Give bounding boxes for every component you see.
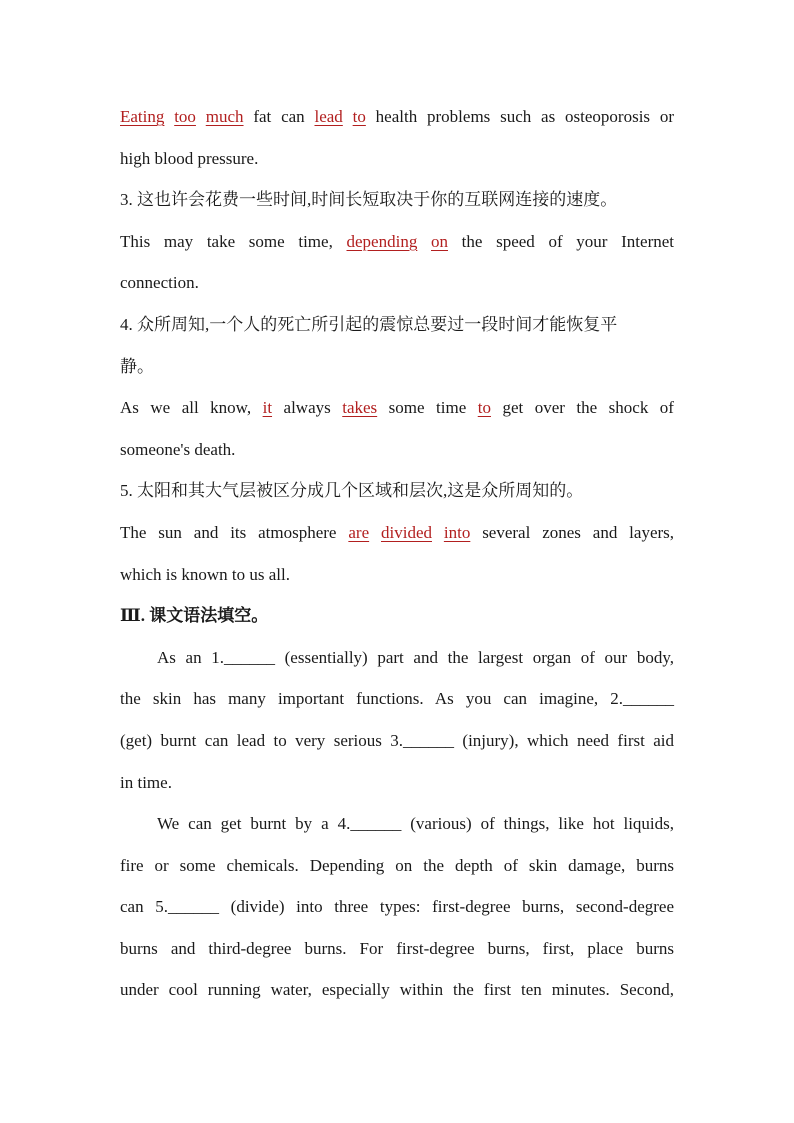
sentence-text: As we all know, (120, 398, 263, 418)
answer-word: into (443, 522, 471, 542)
sentence-line (120, 512, 674, 554)
passage-line: (get) burnt can lead to very serious 3.______ (injury), which need first aid (120, 730, 674, 750)
section-heading: Ⅲ. 课文语法填空。 (120, 606, 269, 626)
answer-word: on (431, 231, 448, 251)
passage-line: in time. (120, 772, 172, 792)
answer-word: to (352, 107, 366, 126)
chinese-prompt: 3. 这也许会花费一些时间,时间长短取决于你的互联网连接的速度。 (120, 190, 618, 210)
sentence-text: This may take some time, (120, 231, 347, 251)
answer-word: are (348, 522, 370, 542)
sentence-text: several zones and layers, (470, 522, 675, 542)
sentence-text: The sun and its atmosphere (120, 522, 349, 542)
answer-word: lead (314, 107, 343, 126)
document-page (120, 96, 674, 1011)
passage-line: the skin has many important functions. As you can imagine, 2.______ (120, 689, 674, 709)
answer-word: takes (342, 398, 378, 418)
answer-word: too (174, 107, 196, 126)
passage-line: fire or some chemicals. Depending on the depth of skin damage, burns (120, 855, 674, 875)
sentence-line: someone's death. (120, 439, 236, 459)
sentence-text: health problems such as osteoporosis or (365, 107, 674, 126)
chinese-prompt: 4. 众所周知,一个人的死亡所引起的震惊总要过一段时间才能恢复平 (120, 314, 618, 334)
passage-line: under cool running water, especially within the first ten minutes. Second, (120, 980, 674, 1000)
chinese-prompt: 5. 太阳和其大气层被区分成几个区域和层次,这是众所周知的。 (120, 481, 584, 501)
sentence-line (120, 96, 674, 138)
passage-line: We can get burnt by a 4.______ (various) of things, like hot liquids, (157, 814, 674, 834)
sentence-text: get over the shock of (490, 398, 674, 418)
sentence-line (120, 387, 674, 429)
sentence-text: the speed of your Internet (448, 231, 674, 251)
sentence-line: which is known to us all. (120, 564, 290, 584)
answer-word: to (477, 398, 491, 418)
chinese-prompt: 静。 (120, 356, 154, 376)
sentence-text: fat can (243, 107, 315, 126)
passage-line: As an 1.______ (essentially) part and the largest organ of our body, (157, 647, 674, 667)
answer-word: depending (346, 231, 418, 251)
sentence-line (120, 221, 674, 263)
sentence-line: connection. (120, 273, 199, 293)
passage-line: can 5.______ (divide) into three types: first-degree burns, second-degree (120, 897, 674, 917)
answer-word: divided (381, 522, 432, 542)
answer-word: Eating (120, 107, 165, 126)
sentence-text: some time (377, 398, 478, 418)
sentence-line: high blood pressure. (120, 148, 259, 168)
answer-word: much (205, 107, 244, 126)
sentence-text: always (272, 398, 343, 418)
passage-line: burns and third-degree burns. For first-degree burns, first, place burns (120, 938, 674, 958)
answer-word: it (262, 398, 273, 418)
